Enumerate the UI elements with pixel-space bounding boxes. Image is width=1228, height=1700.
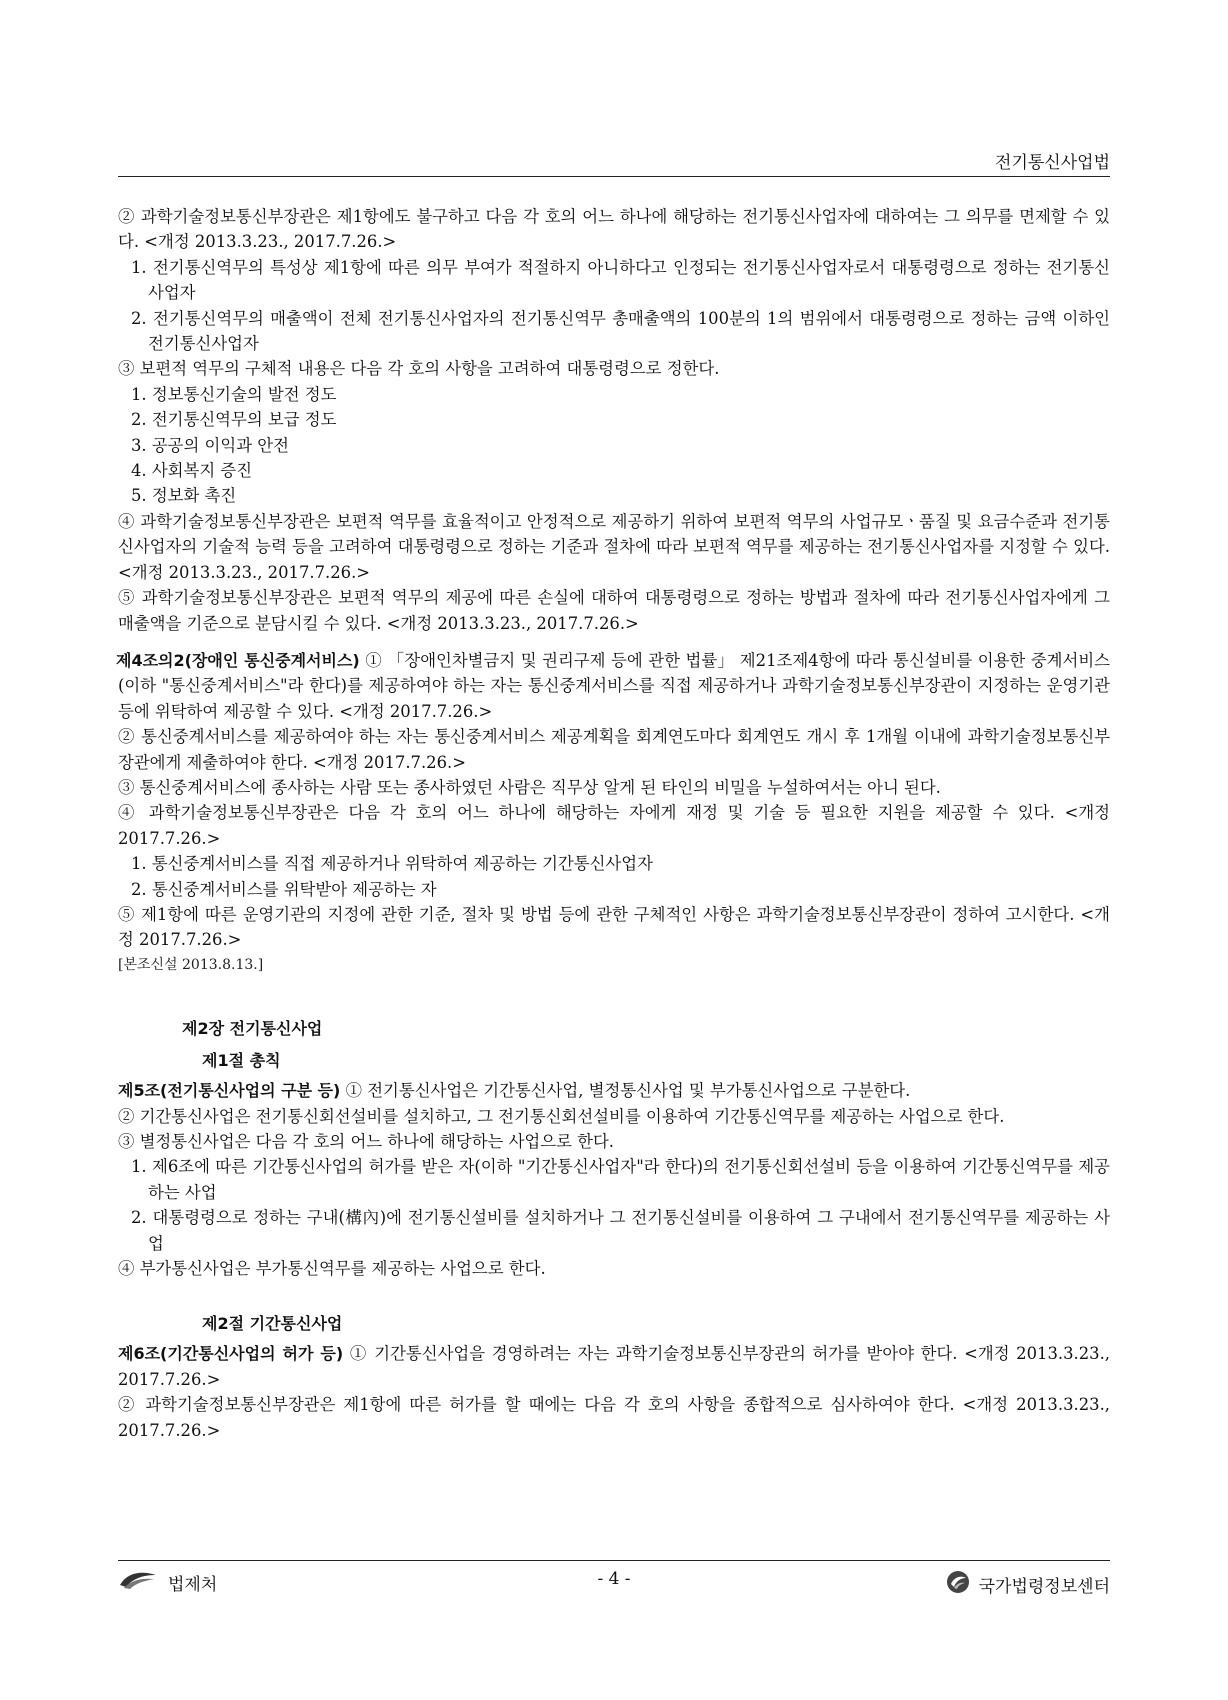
numbered-item: 2. 통신중계서비스를 위탁받아 제공하는 자	[131, 879, 437, 899]
chapter-heading: 제2장 전기통신사업	[182, 1019, 323, 1039]
article-text: ① 「장애인차별금지 및 권리구제 등에 관한 법률」 제21조제4항에 따라 통신설비를 이용한 중계서비스(이하 "통신중계서비스"라 한다)를 제공하여야 하는 자는 통신중계서비스를 직접 제공하거나 과학기술정보통신부장관이 지정하는 운영기관 등에 위탁하여 제공할 수 있다. <개정 2017.7.26.>	[118, 650, 1110, 721]
numbered-item: 1. 전기통신역무의 특성상 제1항에 따른 의무 부여가 적절하지 아니하다고 인정되는 전기통신사업자로서 대통령령으로 정하는 전기통신사업자	[131, 257, 1110, 303]
numbered-item: 2. 전기통신역무의 보급 정도	[131, 410, 337, 430]
section-heading: 제2절 기간통신사업	[202, 1314, 343, 1334]
clause: ② 통신중계서비스를 제공하여야 하는 자는 통신중계서비스 제공계획을 회계연도마다 회계연도 개시 후 1개월 이내에 과학기술정보통신부장관에게 제출하여야 한다. <개정 2017.7.26.>	[118, 727, 1110, 772]
article-6	[118, 1341, 1110, 1392]
header-title: 전기통신사업법	[995, 153, 1110, 173]
numbered-item: 1. 통신중계서비스를 직접 제공하거나 위탁하여 제공하는 기간통신사업자	[131, 854, 653, 874]
numbered-item: 1. 제6조에 따른 기간통신사업의 허가를 받은 자(이하 "기간통신사업자"라 한다)의 전기통신회선설비 등을 이용하여 기간통신역무를 제공하는 사업	[131, 1157, 1110, 1202]
clause: ② 기간통신사업은 전기통신회선설비를 설치하고, 그 전기통신회선설비를 이용하여 기간통신역무를 제공하는 사업으로 한다.	[118, 1106, 1005, 1126]
clause: ③ 통신중계서비스에 종사하는 사람 또는 종사하였던 사람은 직무상 알게 된 타인의 비밀을 누설하여서는 아니 된다.	[118, 777, 941, 797]
footer-right	[945, 1569, 1110, 1600]
clause: ⑤ 과학기술정보통신부장관은 보편적 역무의 제공에 따른 손실에 대하여 대통령령으로 정하는 방법과 절차에 따라 전기통신사업자에게 그 매출액을 기준으로 분담시킬 수 있다. <개정 2013.3.23., 2017.7.26.>	[118, 588, 1110, 633]
article-text: ① 기간통신사업을 경영하려는 자는 과학기술정보통신부장관의 허가를 받아야 한다. <개정 2013.3.23., 2017.7.26.>	[118, 1344, 1111, 1389]
numbered-item: 3. 공공의 이익과 안전	[131, 435, 289, 455]
clause: ④ 과학기술정보통신부장관은 보편적 역무를 효율적이고 안정적으로 제공하기 위하여 보편적 역무의 사업규모ㆍ품질 및 요금수준과 전기통신사업자의 기술적 능력 등을 고려하여 대통령령으로 정하는 기준과 절차에 따라 보편적 역무를 제공하는 전기통신사업자를 지정할 수 있다. <개정 2013.3.23., 2017.7.26.>	[118, 511, 1110, 582]
article-title: 제4조의2(장애인 통신중계서비스)	[116, 650, 360, 670]
clause: ⑤ 제1항에 따른 운영기관의 지정에 관한 기준, 절차 및 방법 등에 관한 구체적인 사항은 과학기술정보통신부장관이 정하여 고시한다. <개정 2017.7.26.>	[118, 904, 1110, 950]
article-title: 제6조(기간통신사업의 허가 등)	[118, 1344, 344, 1364]
article-text: ① 전기통신사업은 기간통신사업, 별정통신사업 및 부가통신사업으로 구분한다.	[345, 1081, 911, 1101]
clause: ② 과학기술정보통신부장관은 제1항에 따른 허가를 할 때에는 다음 각 호의 사항을 종합적으로 심사하여야 한다. <개정 2013.3.23., 2017.7.26.>	[118, 1395, 1110, 1440]
clause: ③ 보편적 역무의 구체적 내용은 다음 각 호의 사항을 고려하여 대통령령으로 정한다.	[118, 359, 720, 379]
article-title: 제5조(전기통신사업의 구분 등)	[118, 1081, 341, 1101]
document-body	[118, 204, 1110, 1443]
numbered-item: 5. 정보화 촉진	[131, 486, 237, 506]
footer-center-name: 국가법령정보센터	[978, 1577, 1110, 1597]
clause: ④ 부가통신사업은 부가통신역무를 제공하는 사업으로 한다.	[118, 1259, 546, 1279]
article-4-2	[118, 648, 1110, 724]
numbered-item: 4. 사회복지 증진	[131, 461, 253, 481]
numbered-item: 2. 대통령령으로 정하는 구내(構內)에 전기통신설비를 설치하거나 그 전기통신설비를 이용하여 그 구내에서 전기통신역무를 제공하는 사업	[131, 1208, 1110, 1253]
page-number: - 4 -	[597, 1569, 631, 1589]
page-footer	[118, 1560, 1110, 1601]
numbered-item: 1. 정보통신기술의 발전 정도	[131, 384, 337, 404]
numbered-item: 2. 전기통신역무의 매출액이 전체 전기통신사업자의 전기통신역무 총매출액의 100분의 1의 범위에서 대통령령으로 정하는 금액 이하인 전기통신사업자	[131, 308, 1110, 354]
clause: ② 과학기술정보통신부장관은 제1항에도 불구하고 다음 각 호의 어느 하나에 해당하는 전기통신사업자에 대하여는 그 의무를 면제할 수 있다. <개정 2013.3.23., 2017.7.26.>	[118, 207, 1110, 252]
clause: ③ 별정통신사업은 다음 각 호의 어느 하나에 해당하는 사업으로 한다.	[118, 1132, 614, 1151]
clause: ④ 과학기술정보통신부장관은 다음 각 호의 어느 하나에 해당하는 자에게 재정 및 기술 등 필요한 지원을 제공할 수 있다. <개정 2017.7.26.>	[118, 803, 1110, 848]
law-center-logo-icon	[945, 1569, 971, 1600]
article-5	[118, 1078, 1110, 1103]
section-heading: 제1절 총칙	[202, 1051, 281, 1071]
page-header	[118, 146, 1110, 177]
footer-org-name: 법제처	[168, 1575, 218, 1595]
amendment-note: [본조신설 2013.8.13.]	[118, 956, 264, 973]
